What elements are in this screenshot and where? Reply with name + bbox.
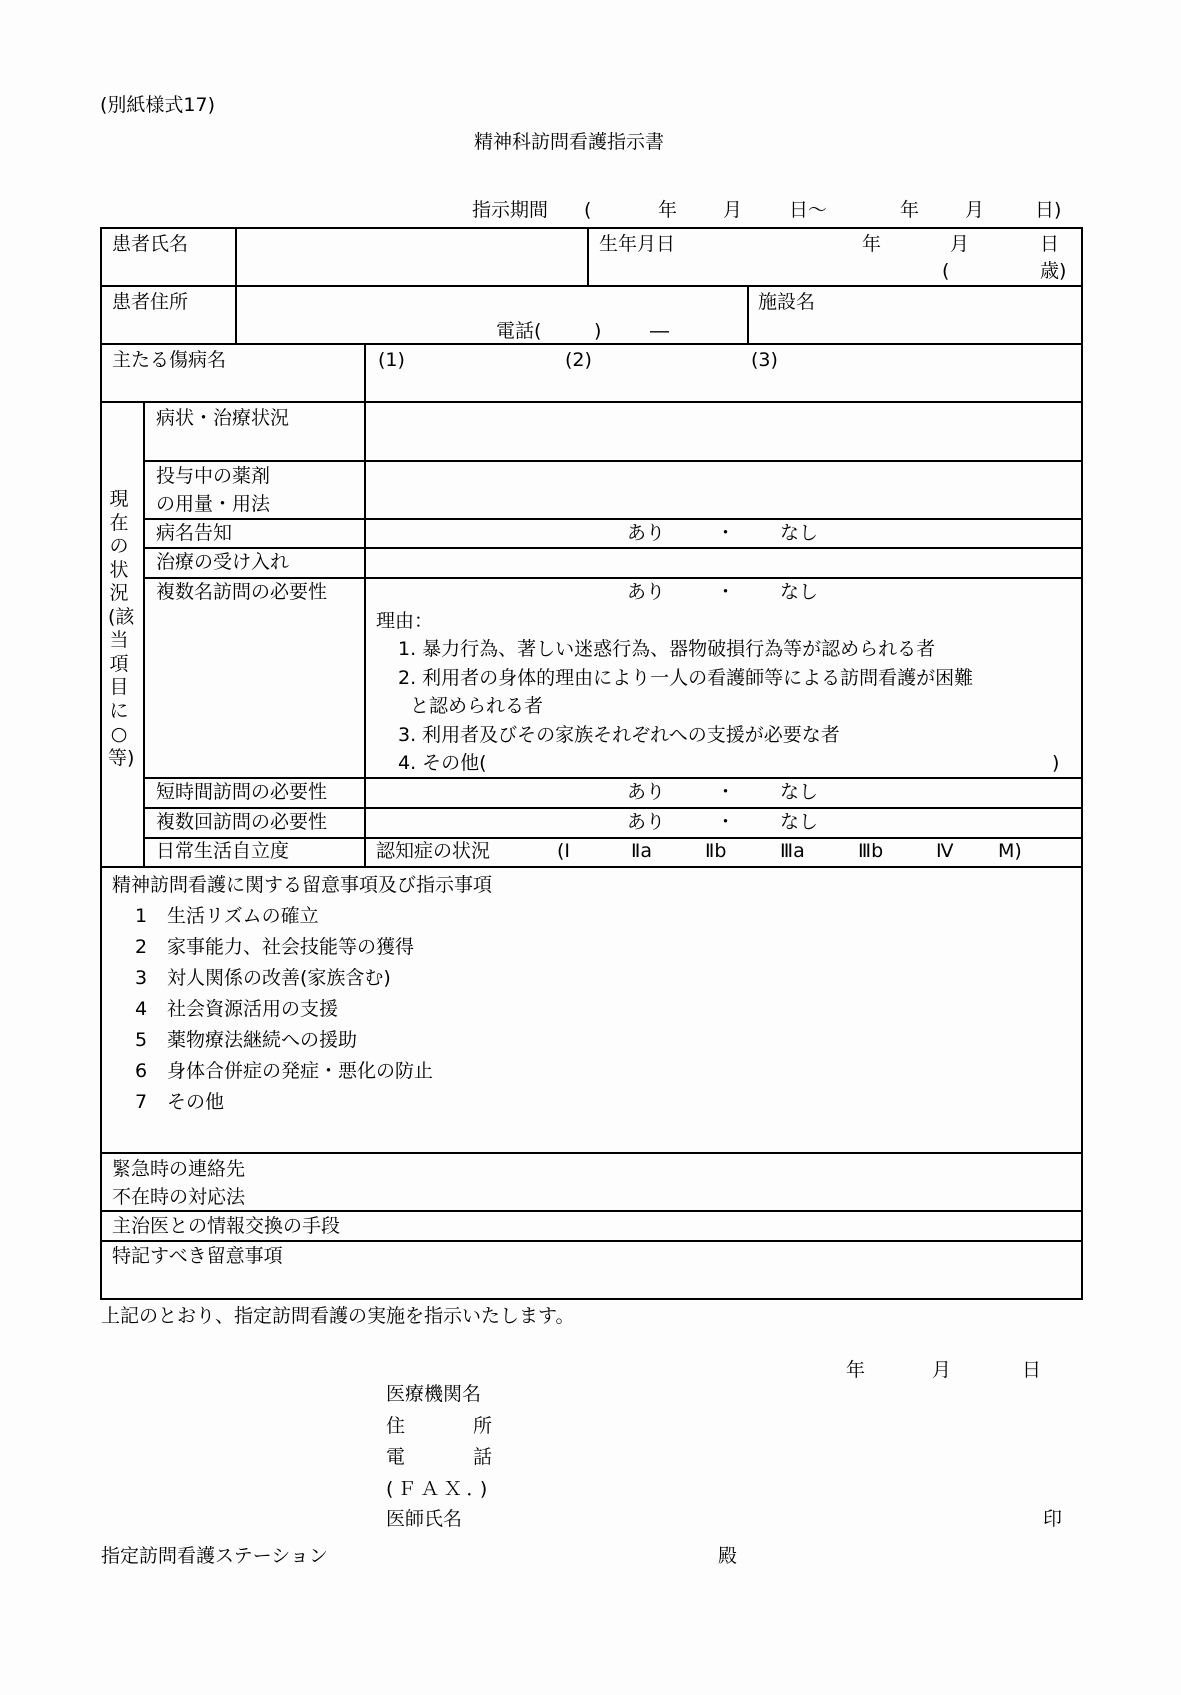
period-start-month: 月 xyxy=(723,199,743,221)
reason-4: 4. その他( xyxy=(398,752,487,774)
multi-visit-dot: ・ xyxy=(716,811,736,833)
instruction-statement: 上記のとおり、指定訪問看護の実施を指示いたします。 xyxy=(101,1305,575,1327)
instruction-num: 3 xyxy=(135,967,148,989)
institution-label: 医療機関名 xyxy=(386,1383,482,1405)
medication-label-line1: 投与中の薬剤 xyxy=(156,465,271,487)
symptoms-label: 病状・治療状況 xyxy=(156,407,290,429)
dementia-level-4[interactable]: Ⅳ xyxy=(936,840,954,862)
disclosure-label: 病名告知 xyxy=(156,522,233,544)
period-label: 指示期間 xyxy=(472,199,549,221)
reason-label: 理由： xyxy=(376,610,434,632)
disclosure-yes[interactable]: あり xyxy=(627,522,666,544)
dementia-level-2a[interactable]: Ⅱa xyxy=(631,840,652,862)
reason-3: 3. 利用者及びその家族それぞれへの支援が必要な者 xyxy=(398,724,840,746)
period-start-day: 日～ xyxy=(789,199,828,221)
reason-4-close: ) xyxy=(1052,752,1060,774)
phone-close-paren: ) xyxy=(594,320,602,342)
patient-name-label: 患者氏名 xyxy=(112,233,189,255)
address-label-b: 所 xyxy=(473,1415,493,1437)
doctor-name-label: 医師氏名 xyxy=(386,1508,463,1530)
dob-year: 年 xyxy=(862,233,882,255)
patient-address-field[interactable] xyxy=(240,288,744,318)
dob-month: 月 xyxy=(950,233,970,255)
phone-label-a: 電 xyxy=(386,1446,406,1468)
issue-date-year: 年 xyxy=(846,1359,866,1381)
short-visit-no[interactable]: なし xyxy=(780,781,819,803)
age-open-paren: ( xyxy=(942,260,950,282)
dementia-level-3a[interactable]: Ⅲa xyxy=(780,840,805,862)
absence-response-label: 不在時の対応法 xyxy=(112,1186,246,1208)
multi-staff-dot: ・ xyxy=(716,581,736,603)
diagnosis-slot-1[interactable]: (1) xyxy=(378,349,405,371)
dementia-level-2b[interactable]: Ⅱb xyxy=(705,840,727,862)
patient-name-field[interactable] xyxy=(240,230,584,282)
issue-date-day: 日 xyxy=(1022,1359,1042,1381)
period-end-day: 日) xyxy=(1035,199,1062,221)
instruction-text: 生活リズムの確立 xyxy=(167,905,319,927)
instruction-text: その他 xyxy=(167,1091,225,1113)
special-notes-label: 特記すべき留意事項 xyxy=(112,1245,283,1267)
dementia-level-m[interactable]: M) xyxy=(998,840,1022,862)
dementia-level-1[interactable]: (Ⅰ xyxy=(557,840,571,862)
phone-label-b: 話 xyxy=(473,1446,493,1468)
multi-visit-yes[interactable]: あり xyxy=(627,811,666,833)
reason-1: 1. 暴力行為、著しい迷惑行為、器物破損行為等が認められる者 xyxy=(398,638,936,660)
issue-date-month: 月 xyxy=(932,1359,952,1381)
instruction-num: 4 xyxy=(135,998,148,1020)
period-end-year: 年 xyxy=(900,199,920,221)
honorific: 殿 xyxy=(718,1545,738,1567)
instruction-num: 1 xyxy=(135,905,148,927)
emergency-contact-label: 緊急時の連絡先 xyxy=(112,1158,246,1180)
instruction-text: 家事能力、社会技能等の獲得 xyxy=(167,936,415,958)
instruction-text: 身体合併症の発症・悪化の防止 xyxy=(167,1060,434,1082)
short-visit-yes[interactable]: あり xyxy=(627,781,666,803)
short-visit-dot: ・ xyxy=(716,781,736,803)
dob-label: 生年月日 xyxy=(599,233,676,255)
dementia-label: 認知症の状況 xyxy=(376,840,491,862)
medication-label-line2: の用量・用法 xyxy=(156,493,271,515)
phone-label: 電話( xyxy=(496,320,542,342)
multi-staff-no[interactable]: なし xyxy=(780,581,819,603)
facility-label: 施設名 xyxy=(758,291,816,313)
disclosure-dot: ・ xyxy=(716,522,736,544)
fax-label: (ＦＡＸ．) xyxy=(386,1478,492,1500)
multi-visit-label: 複数回訪問の必要性 xyxy=(156,811,328,833)
instruction-num: 6 xyxy=(135,1060,148,1082)
page-title: 精神科訪問看護指示書 xyxy=(474,131,665,153)
multi-visit-no[interactable]: なし xyxy=(780,811,819,833)
period-open-paren: ( xyxy=(584,199,592,221)
independence-label: 日常生活自立度 xyxy=(156,840,290,862)
dementia-level-3b[interactable]: Ⅲb xyxy=(858,840,884,862)
diagnosis-slot-2[interactable]: (2) xyxy=(565,349,592,371)
phone-dash: ― xyxy=(650,320,669,342)
address-label-a: 住 xyxy=(386,1415,406,1437)
period-start-year: 年 xyxy=(658,199,678,221)
reason-2: 2. 利用者の身体的理由により一人の看護師等による訪問看護が困難 xyxy=(398,667,974,689)
dob-day: 日 xyxy=(1040,233,1060,255)
period-end-month: 月 xyxy=(965,199,985,221)
acceptance-label: 治療の受け入れ xyxy=(156,551,290,573)
instruction-num: 5 xyxy=(135,1029,148,1051)
instruction-text: 薬物療法継続への援助 xyxy=(167,1029,358,1051)
form-number: (別紙様式17) xyxy=(100,94,216,116)
reason-2-cont: と認められる者 xyxy=(410,695,544,717)
info-exchange-label: 主治医との情報交換の手段 xyxy=(112,1215,341,1237)
short-visit-label: 短時間訪問の必要性 xyxy=(156,781,328,803)
multi-staff-label: 複数名訪問の必要性 xyxy=(156,581,328,603)
diagnosis-label: 主たる傷病名 xyxy=(112,349,227,371)
station-label: 指定訪問看護ステーション xyxy=(101,1545,328,1567)
multi-staff-yes[interactable]: あり xyxy=(627,581,666,603)
instruction-num: 7 xyxy=(135,1091,148,1113)
instruction-num: 2 xyxy=(135,936,148,958)
seal-mark: 印 xyxy=(1043,1508,1063,1530)
instructions-heading: 精神訪問看護に関する留意事項及び指示事項 xyxy=(112,874,493,896)
instruction-text: 対人関係の改善(家族含む) xyxy=(167,967,391,989)
current-status-side-label: 現在の状況(該当項目に○等) xyxy=(108,488,135,769)
disclosure-no[interactable]: なし xyxy=(780,522,819,544)
patient-address-label: 患者住所 xyxy=(112,291,189,313)
diagnosis-slot-3[interactable]: (3) xyxy=(751,349,778,371)
instruction-text: 社会資源活用の支援 xyxy=(167,998,339,1020)
age-close: 歳) xyxy=(1040,260,1067,282)
